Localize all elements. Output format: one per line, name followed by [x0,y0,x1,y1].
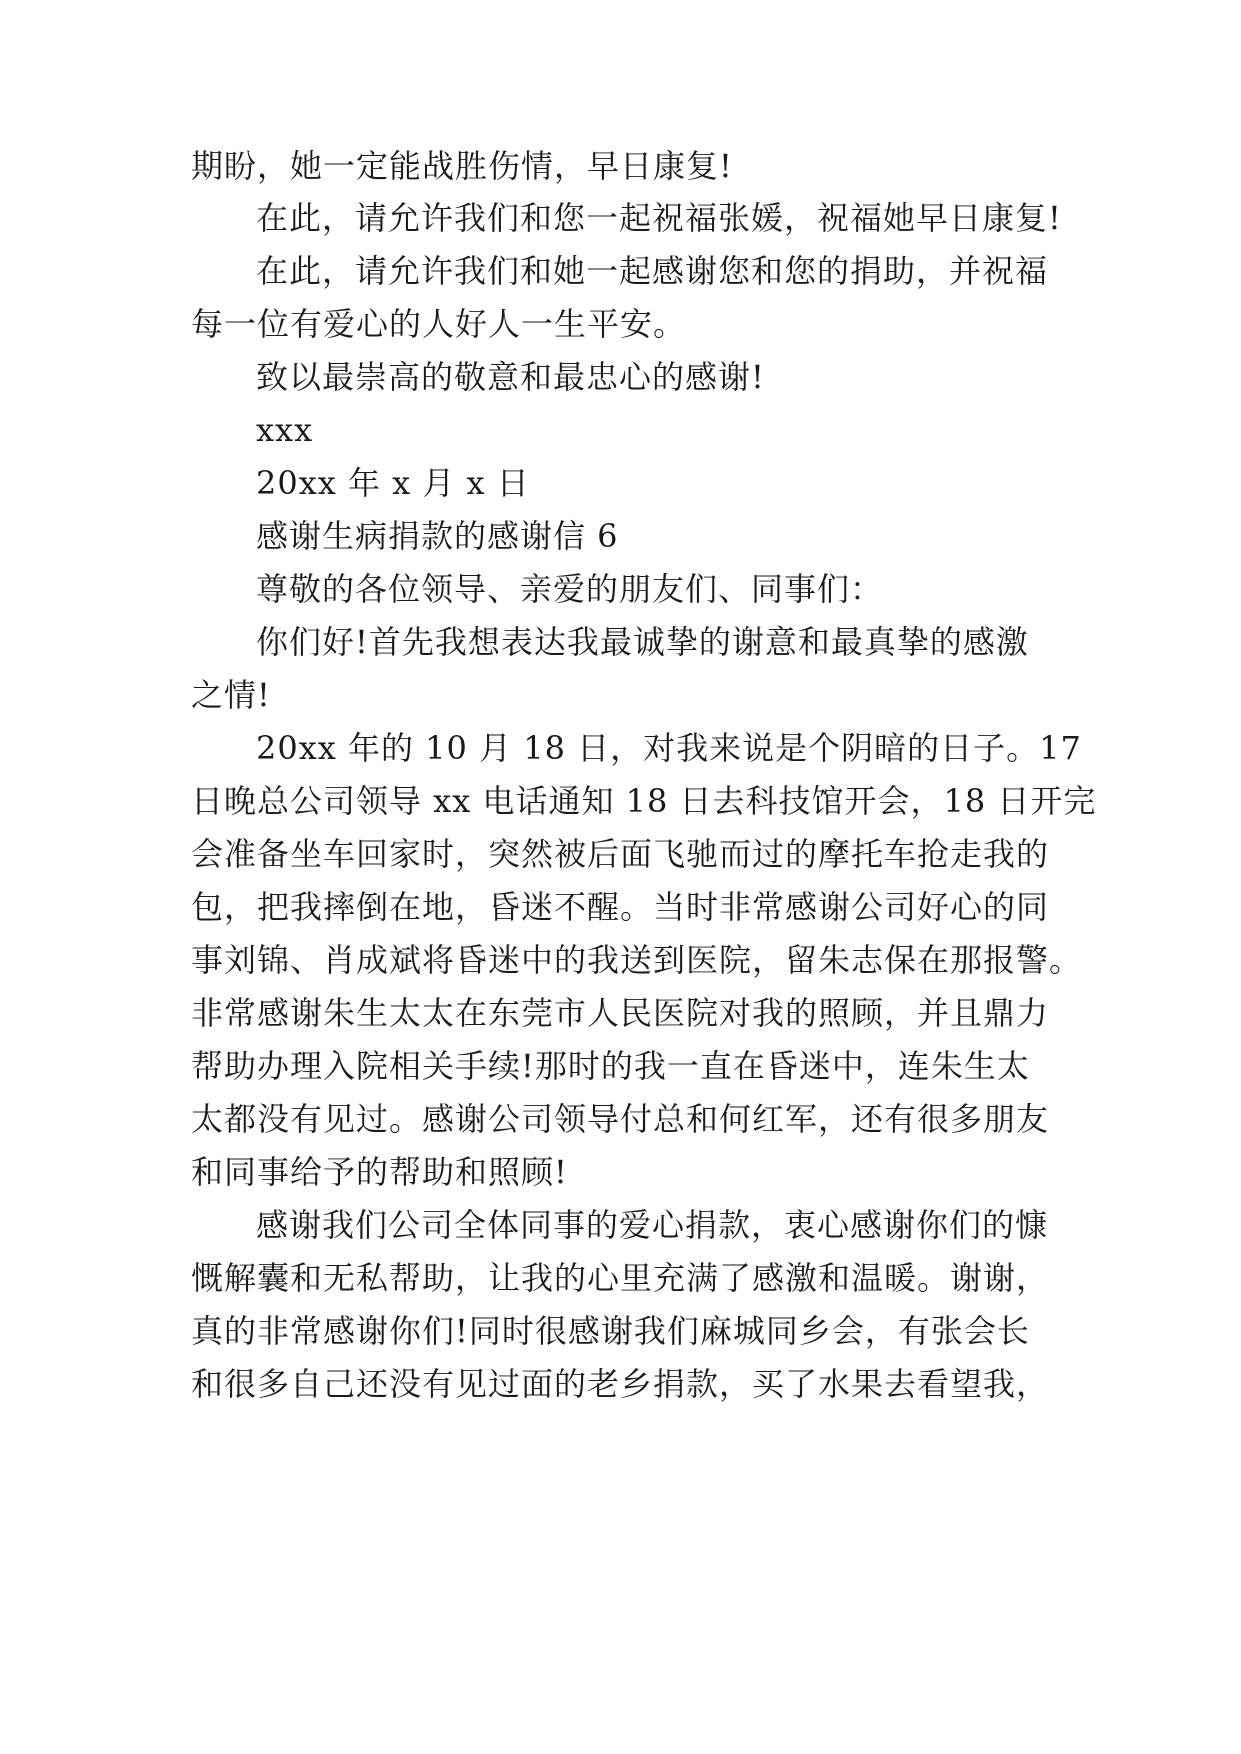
text-line: 20xx 年的 10 月 18 日，对我来说是个阴暗的日子。17 [256,729,1082,767]
text-line: 会准备坐车回家时，突然被后面飞驰而过的摩托车抢走我的 [191,835,1050,873]
text-line: 之情! [191,676,271,714]
text-line: 和同事给予的帮助和照顾! [191,1153,568,1191]
signature-name: xxx [256,411,314,449]
text-line: 太都没有见过。感谢公司领导付总和何红军，还有很多朋友 [191,1100,1050,1138]
text-line: 在此，请允许我们和她一起感谢您和您的捐助，并祝福 [256,252,1049,290]
text-line: 你们好!首先我想表达我最诚挚的谢意和最真挚的感激 [256,623,1029,661]
text-line: 包，把我摔倒在地，昏迷不醒。当时非常感谢公司好心的同 [191,888,1050,926]
text-line: 在此，请允许我们和您一起祝福张媛，祝福她早日康复! [256,199,1062,237]
signature-date: 20xx 年 x 月 x 日 [256,464,530,502]
text-line: 事刘锦、肖成斌将昏迷中的我送到医院，留朱志保在那报警。 [191,941,1083,979]
text-line: 真的非常感谢你们!同时很感谢我们麻城同乡会，有张会长 [191,1312,1030,1350]
text-line: 和很多自己还没有见过面的老乡捐款，买了水果去看望我， [191,1365,1050,1403]
letter-salutation: 尊敬的各位领导、亲爱的朋友们、同事们： [256,570,884,608]
text-line: 帮助办理入院相关手续!那时的我一直在昏迷中，连朱生太 [191,1047,1030,1085]
text-line: 期盼，她一定能战胜伤情，早日康复! [191,147,733,185]
text-line: 日晚总公司领导 xx 电话通知 18 日去科技馆开会，18 日开完 [191,782,1097,820]
text-line: 致以最崇高的敬意和最忠心的感谢! [256,358,765,396]
text-line: 每一位有爱心的人好人一生平安。 [191,305,687,343]
letter-title: 感谢生病捐款的感谢信 6 [256,517,619,555]
text-line: 感谢我们公司全体同事的爱心捐款，衷心感谢你们的慷 [256,1206,1049,1244]
text-line: 慨解囊和无私帮助，让我的心里充满了感激和温暖。谢谢， [191,1259,1050,1297]
text-line: 非常感谢朱生太太在东莞市人民医院对我的照顾，并且鼎力 [191,994,1050,1032]
